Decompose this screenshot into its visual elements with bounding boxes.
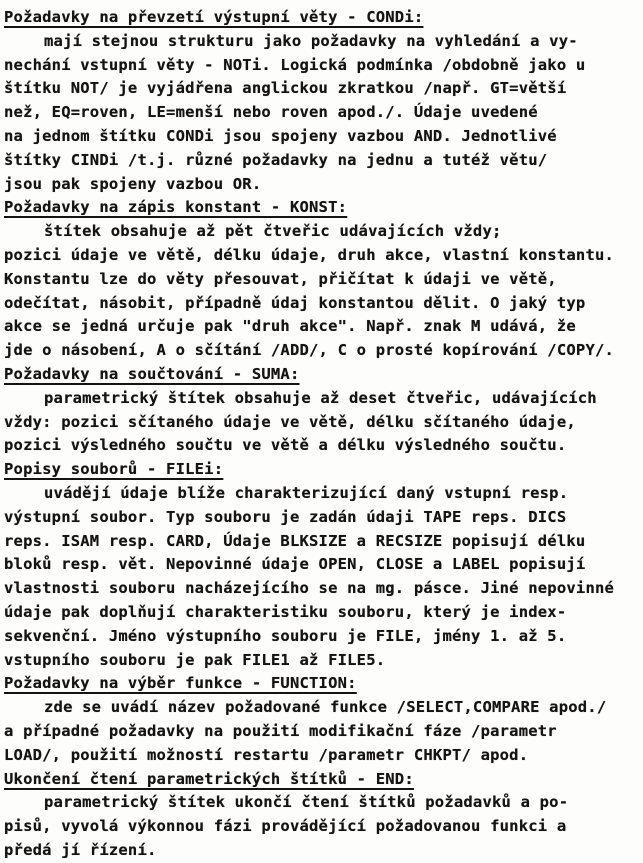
heading-suma: Požadavky na součtování - SUMA: bbox=[4, 364, 300, 383]
text-line: odečítat, násobit, případně údaj konstantou dělit. O jaký typ bbox=[4, 293, 586, 312]
text-line: štítky CINDi /t.j. různé požadavky na jednu a tutéž větu/ bbox=[4, 150, 548, 169]
text-line: na jednom štítku CONDi jsou spojeny vazbou AND. Jednotlivé bbox=[4, 126, 557, 145]
text-line: Konstantu lze do věty přesouvat, přičítat k údaji ve větě, bbox=[4, 269, 557, 288]
text-line: údaje pak doplňují charakteristiku souboru, který je index- bbox=[4, 602, 567, 621]
text-line: parametrický štítek ukončí čtení štítků požadavků a po- bbox=[44, 793, 569, 812]
text-line: štítek obsahuje až pět čtveřic udávajících vždy; bbox=[44, 222, 502, 241]
heading-end: Ukončení čtení parametrických štítků - END: bbox=[4, 769, 414, 788]
heading-condi: Požadavky na převzetí výstupní věty - CONDi: bbox=[4, 8, 424, 26]
text-line: uvádějí údaje blíže charakterizující daný vstupní resp. bbox=[44, 483, 569, 502]
text-line: vždy: pozici sčítaného údaje ve větě, délku sčítaného údaje, bbox=[4, 412, 576, 431]
text-line: akce se jedná určuje pak "druh akce". Např. znak M udává, že bbox=[4, 317, 576, 336]
text-line: reps. ISAM resp. CARD, Údaje BLKSIZE a RECSIZE popisují délku bbox=[4, 531, 586, 550]
text-line: nechání vstupní věty - NOTi. Logická podmínka /obdobně jako u bbox=[4, 55, 586, 74]
text-line: vstupního souboru je pak FILE1 až FILE5. bbox=[4, 650, 386, 669]
text-line: štítku NOT/ je vyjádřena anglickou zkratkou /např. GT=větší bbox=[4, 79, 567, 98]
text-line: bloků resp. vět. Nepovinné údaje OPEN, CLOSE a LABEL popisují bbox=[4, 555, 586, 574]
heading-konst: Požadavky na zápis konstant - KONST: bbox=[4, 198, 348, 217]
text-line: vlastnosti souboru nacházejícího se na mg. pásce. Jiné nepovinné bbox=[4, 579, 615, 598]
heading-function: Požadavky na výběr funkce - FUNCTION: bbox=[4, 674, 357, 693]
text-line: pozici výsledného součtu ve větě a délku výsledného součtu. bbox=[4, 436, 567, 455]
text-line: předá jí řízení. bbox=[4, 840, 157, 859]
text-line: pisů, vyvolá výkonnou fázi provádějící požadovanou funkci a bbox=[4, 817, 567, 836]
text-line: jde o násobení, A o sčítání /ADD/, C o prosté kopírování /COPY/. bbox=[4, 341, 615, 360]
text-line: sekvenční. Jméno výstupního souboru je FILE, jmény 1. až 5. bbox=[4, 626, 567, 645]
heading-filei: Popisy souborů - FILEi: bbox=[4, 460, 224, 479]
text-line: než, EQ=roven, LE=menší nebo roven apod./. Údaje uvedené bbox=[4, 103, 538, 122]
text-line: jsou pak spojeny vazbou OR. bbox=[4, 174, 262, 193]
text-line: pozici údaje ve větě, délku údaje, druh akce, vlastní konstantu. bbox=[4, 245, 615, 264]
text-line: mají stejnou strukturu jako požadavky na vyhledání a vy- bbox=[44, 31, 578, 50]
text-line: LOAD/, použití možností restartu /parametr CHKPT/ apod. bbox=[4, 745, 529, 764]
text-line: parametrický štítek obsahuje až deset čtveřic, udávajících bbox=[44, 388, 597, 407]
text-line: zde se uvádí název požadované funkce /SELECT,COMPARE apod./ bbox=[44, 698, 607, 717]
text-line: a případné požadavky na použití modifikační fáze /parametr bbox=[4, 721, 557, 740]
text-line: výstupní soubor. Typ souboru je zadán údaji TAPE reps. DICS bbox=[4, 507, 567, 526]
